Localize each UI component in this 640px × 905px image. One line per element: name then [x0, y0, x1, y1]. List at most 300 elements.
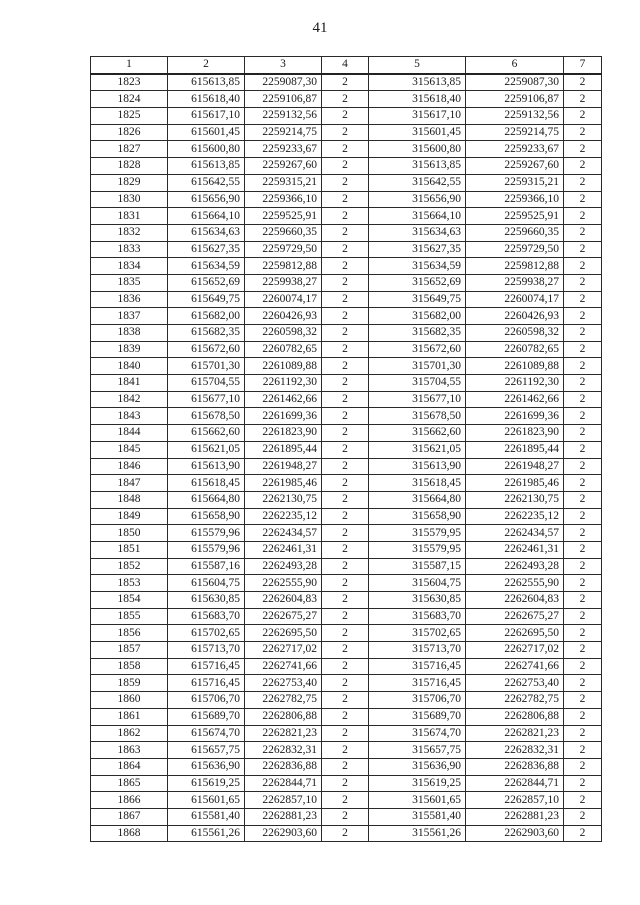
table-row — [91, 108, 602, 125]
table-cell-col-3: 2259938,27 — [245, 274, 322, 291]
table-cell-col-4: 2 — [322, 191, 369, 208]
table-cell-col-5: 315613,90 — [369, 458, 466, 475]
table-cell-col-3: 2261948,27 — [245, 458, 322, 475]
table-cell-col-3: 2262434,57 — [245, 525, 322, 542]
table-cell-col-2: 615716,45 — [168, 675, 245, 692]
table-cell-col-6: 2262461,31 — [466, 541, 564, 558]
table-cell-col-2: 615561,26 — [168, 825, 245, 842]
table-row — [91, 491, 602, 508]
table-cell-col-2: 615642,55 — [168, 174, 245, 191]
table-row — [91, 341, 602, 358]
table-cell-col-2: 615713,70 — [168, 642, 245, 659]
table-cell-col-3: 2262493,28 — [245, 558, 322, 575]
table-cell-col-7: 2 — [564, 525, 602, 542]
table-cell-col-2: 615678,50 — [168, 408, 245, 425]
table-cell-col-2: 615579,96 — [168, 525, 245, 542]
table-cell-col-4: 2 — [322, 475, 369, 492]
table-cell-col-7: 2 — [564, 408, 602, 425]
table-cell-col-4: 2 — [322, 775, 369, 792]
table-cell-col-7: 2 — [564, 558, 602, 575]
table-cell-col-4: 2 — [322, 592, 369, 609]
table-cell-col-6: 2259812,88 — [466, 258, 564, 275]
table-cell-col-6: 2262782,75 — [466, 692, 564, 709]
table-cell-col-3: 2261823,90 — [245, 425, 322, 442]
table-cell-col-3: 2259267,60 — [245, 158, 322, 175]
table-cell-col-7: 2 — [564, 274, 602, 291]
table-cell-col-5: 315618,40 — [369, 91, 466, 108]
table-cell-col-6: 2259233,67 — [466, 141, 564, 158]
table-cell-col-4: 2 — [322, 108, 369, 125]
table-cell-col-3: 2261462,66 — [245, 391, 322, 408]
table-cell-col-5: 315579,95 — [369, 541, 466, 558]
table-cell-col-2: 615630,85 — [168, 592, 245, 609]
table-cell-col-3: 2259366,10 — [245, 191, 322, 208]
table-cell-col-5: 315587,15 — [369, 558, 466, 575]
table-cell-col-4: 2 — [322, 558, 369, 575]
table-cell-col-5: 315664,10 — [369, 208, 466, 225]
table-cell-col-4: 2 — [322, 291, 369, 308]
table-cell-col-4: 2 — [322, 158, 369, 175]
table-cell-col-7: 2 — [564, 742, 602, 759]
table-cell-col-5: 315683,70 — [369, 608, 466, 625]
table-cell-col-5: 315672,60 — [369, 341, 466, 358]
table-row — [91, 808, 602, 825]
table-cell-col-3: 2262903,60 — [245, 825, 322, 842]
table-cell-col-7: 2 — [564, 208, 602, 225]
table-cell-col-5: 315657,75 — [369, 742, 466, 759]
table-cell-col-1: 1823 — [91, 74, 168, 91]
table-cell-col-5: 315630,85 — [369, 592, 466, 609]
table-cell-col-4: 2 — [322, 525, 369, 542]
table-cell-col-4: 2 — [322, 174, 369, 191]
table-cell-col-1: 1867 — [91, 808, 168, 825]
table-cell-col-7: 2 — [564, 375, 602, 392]
table-cell-col-2: 615587,16 — [168, 558, 245, 575]
table-cell-col-5: 315677,10 — [369, 391, 466, 408]
table-cell-col-4: 2 — [322, 825, 369, 842]
column-header-7: 7 — [564, 57, 602, 74]
table-cell-col-7: 2 — [564, 425, 602, 442]
table-cell-col-6: 2262832,31 — [466, 742, 564, 759]
table-cell-col-7: 2 — [564, 441, 602, 458]
table-cell-col-6: 2260782,65 — [466, 341, 564, 358]
table-cell-col-6: 2262675,27 — [466, 608, 564, 625]
table-cell-col-5: 315579,95 — [369, 525, 466, 542]
table-row — [91, 608, 602, 625]
table-cell-col-7: 2 — [564, 758, 602, 775]
table-cell-col-2: 615652,69 — [168, 274, 245, 291]
table-cell-col-1: 1833 — [91, 241, 168, 258]
table-cell-col-4: 2 — [322, 91, 369, 108]
table-cell-col-5: 315600,80 — [369, 141, 466, 158]
table-cell-col-4: 2 — [322, 441, 369, 458]
table-row — [91, 775, 602, 792]
table-cell-col-3: 2262806,88 — [245, 708, 322, 725]
table-row — [91, 708, 602, 725]
table-cell-col-4: 2 — [322, 141, 369, 158]
table-cell-col-2: 615617,10 — [168, 108, 245, 125]
table-cell-col-4: 2 — [322, 642, 369, 659]
table-cell-col-7: 2 — [564, 608, 602, 625]
table-cell-col-4: 2 — [322, 325, 369, 342]
table-cell-col-7: 2 — [564, 124, 602, 141]
table-cell-col-1: 1845 — [91, 441, 168, 458]
table-cell-col-7: 2 — [564, 475, 602, 492]
table-cell-col-7: 2 — [564, 174, 602, 191]
column-header-4: 4 — [322, 57, 369, 74]
table-cell-col-3: 2262844,71 — [245, 775, 322, 792]
table-cell-col-1: 1866 — [91, 792, 168, 809]
table-cell-col-3: 2262555,90 — [245, 575, 322, 592]
table-cell-col-5: 315652,69 — [369, 274, 466, 291]
table-cell-col-6: 2260598,32 — [466, 325, 564, 342]
table-cell-col-7: 2 — [564, 491, 602, 508]
table-cell-col-3: 2261985,46 — [245, 475, 322, 492]
table-cell-col-6: 2262493,28 — [466, 558, 564, 575]
table-cell-col-3: 2259132,56 — [245, 108, 322, 125]
table-cell-col-5: 315678,50 — [369, 408, 466, 425]
table-cell-col-7: 2 — [564, 241, 602, 258]
table-cell-col-3: 2261192,30 — [245, 375, 322, 392]
table-cell-col-1: 1860 — [91, 692, 168, 709]
table-cell-col-2: 615613,85 — [168, 158, 245, 175]
table-cell-col-4: 2 — [322, 358, 369, 375]
table-cell-col-1: 1857 — [91, 642, 168, 659]
table-cell-col-2: 615672,60 — [168, 341, 245, 358]
table-cell-col-1: 1840 — [91, 358, 168, 375]
table-cell-col-6: 2262903,60 — [466, 825, 564, 842]
table-cell-col-2: 615657,75 — [168, 742, 245, 759]
table-cell-col-1: 1861 — [91, 708, 168, 725]
table-cell-col-4: 2 — [322, 458, 369, 475]
table-cell-col-2: 615701,30 — [168, 358, 245, 375]
table-cell-col-2: 615579,96 — [168, 541, 245, 558]
table-cell-col-7: 2 — [564, 775, 602, 792]
table-cell-col-1: 1834 — [91, 258, 168, 275]
table-cell-col-1: 1852 — [91, 558, 168, 575]
table-cell-col-3: 2262675,27 — [245, 608, 322, 625]
table-cell-col-3: 2260598,32 — [245, 325, 322, 342]
table-cell-col-2: 615664,10 — [168, 208, 245, 225]
table-cell-col-3: 2259660,35 — [245, 224, 322, 241]
table-cell-col-3: 2262836,88 — [245, 758, 322, 775]
table-cell-col-2: 615634,63 — [168, 224, 245, 241]
table-row — [91, 725, 602, 742]
table-cell-col-4: 2 — [322, 124, 369, 141]
table-cell-col-6: 2259729,50 — [466, 241, 564, 258]
table-cell-col-7: 2 — [564, 825, 602, 842]
column-header-3: 3 — [245, 57, 322, 74]
table-cell-col-5: 315713,70 — [369, 642, 466, 659]
table-cell-col-1: 1835 — [91, 274, 168, 291]
table-cell-col-4: 2 — [322, 692, 369, 709]
table-cell-col-7: 2 — [564, 625, 602, 642]
table-cell-col-5: 315716,45 — [369, 675, 466, 692]
table-cell-col-5: 315716,45 — [369, 658, 466, 675]
table-cell-col-2: 615600,80 — [168, 141, 245, 158]
table-cell-col-5: 315674,70 — [369, 725, 466, 742]
table-cell-col-5: 315604,75 — [369, 575, 466, 592]
table-cell-col-4: 2 — [322, 708, 369, 725]
table-cell-col-2: 615581,40 — [168, 808, 245, 825]
table-cell-col-5: 315581,40 — [369, 808, 466, 825]
table-cell-col-3: 2262604,83 — [245, 592, 322, 609]
table-cell-col-5: 315618,45 — [369, 475, 466, 492]
table-cell-col-7: 2 — [564, 291, 602, 308]
table-cell-col-7: 2 — [564, 191, 602, 208]
table-row — [91, 541, 602, 558]
table-cell-col-3: 2262832,31 — [245, 742, 322, 759]
table-cell-col-6: 2260426,93 — [466, 308, 564, 325]
table-cell-col-4: 2 — [322, 541, 369, 558]
table-row — [91, 458, 602, 475]
table-cell-col-3: 2260782,65 — [245, 341, 322, 358]
table-row — [91, 141, 602, 158]
table-cell-col-1: 1856 — [91, 625, 168, 642]
table-cell-col-5: 315601,65 — [369, 792, 466, 809]
table-row — [91, 91, 602, 108]
table-cell-col-1: 1838 — [91, 325, 168, 342]
table-cell-col-6: 2259660,35 — [466, 224, 564, 241]
table-cell-col-1: 1830 — [91, 191, 168, 208]
table-cell-col-4: 2 — [322, 425, 369, 442]
table-cell-col-2: 615683,70 — [168, 608, 245, 625]
table-row — [91, 274, 602, 291]
table-cell-col-2: 615604,75 — [168, 575, 245, 592]
table-cell-col-2: 615702,65 — [168, 625, 245, 642]
table-cell-col-2: 615601,65 — [168, 792, 245, 809]
table-cell-col-2: 615682,35 — [168, 325, 245, 342]
table-cell-col-6: 2262753,40 — [466, 675, 564, 692]
table-cell-col-5: 315613,85 — [369, 158, 466, 175]
table-cell-col-6: 2259525,91 — [466, 208, 564, 225]
table-cell-col-6: 2261192,30 — [466, 375, 564, 392]
table-cell-col-4: 2 — [322, 274, 369, 291]
table-cell-col-4: 2 — [322, 758, 369, 775]
table-cell-col-7: 2 — [564, 541, 602, 558]
table-header — [91, 57, 602, 74]
table-row — [91, 191, 602, 208]
table-cell-col-3: 2262695,50 — [245, 625, 322, 642]
table-cell-col-1: 1848 — [91, 491, 168, 508]
table-cell-col-1: 1864 — [91, 758, 168, 775]
table-row — [91, 258, 602, 275]
table-cell-col-2: 615618,40 — [168, 91, 245, 108]
table-cell-col-6: 2262604,83 — [466, 592, 564, 609]
table-cell-col-5: 315619,25 — [369, 775, 466, 792]
table-cell-col-5: 315662,60 — [369, 425, 466, 442]
table-cell-col-5: 315561,26 — [369, 825, 466, 842]
table-cell-col-7: 2 — [564, 692, 602, 709]
table-row — [91, 158, 602, 175]
table-cell-col-7: 2 — [564, 91, 602, 108]
table-cell-col-1: 1826 — [91, 124, 168, 141]
table-cell-col-6: 2259267,60 — [466, 158, 564, 175]
table-cell-col-5: 315702,65 — [369, 625, 466, 642]
table-cell-col-1: 1862 — [91, 725, 168, 742]
table-cell-col-1: 1839 — [91, 341, 168, 358]
table-cell-col-2: 615658,90 — [168, 508, 245, 525]
table-cell-col-2: 615634,59 — [168, 258, 245, 275]
table-cell-col-4: 2 — [322, 808, 369, 825]
table-cell-col-5: 315689,70 — [369, 708, 466, 725]
table-cell-col-1: 1827 — [91, 141, 168, 158]
table-cell-col-4: 2 — [322, 575, 369, 592]
table-cell-col-3: 2262717,02 — [245, 642, 322, 659]
table-row — [91, 625, 602, 642]
table-cell-col-7: 2 — [564, 308, 602, 325]
table-cell-col-3: 2262881,23 — [245, 808, 322, 825]
table-cell-col-2: 615649,75 — [168, 291, 245, 308]
table-cell-col-1: 1831 — [91, 208, 168, 225]
table-row — [91, 425, 602, 442]
table-cell-col-3: 2261699,36 — [245, 408, 322, 425]
table-cell-col-6: 2262881,23 — [466, 808, 564, 825]
table-cell-col-3: 2260074,17 — [245, 291, 322, 308]
table-cell-col-2: 615619,25 — [168, 775, 245, 792]
table-cell-col-2: 615674,70 — [168, 725, 245, 742]
column-header-6: 6 — [466, 57, 564, 74]
table-cell-col-2: 615664,80 — [168, 491, 245, 508]
table-cell-col-3: 2259233,67 — [245, 141, 322, 158]
table-cell-col-2: 615682,00 — [168, 308, 245, 325]
table-cell-col-5: 315601,45 — [369, 124, 466, 141]
table-cell-col-6: 2261089,88 — [466, 358, 564, 375]
table-cell-col-1: 1837 — [91, 308, 168, 325]
page-number: 41 — [312, 20, 328, 36]
table-cell-col-2: 615601,45 — [168, 124, 245, 141]
table-cell-col-4: 2 — [322, 74, 369, 91]
table-cell-col-5: 315634,63 — [369, 224, 466, 241]
table-cell-col-4: 2 — [322, 308, 369, 325]
table-cell-col-6: 2262717,02 — [466, 642, 564, 659]
table-cell-col-7: 2 — [564, 658, 602, 675]
table-cell-col-3: 2259087,30 — [245, 74, 322, 91]
table-cell-col-3: 2259812,88 — [245, 258, 322, 275]
table-cell-col-1: 1850 — [91, 525, 168, 542]
table-cell-col-7: 2 — [564, 458, 602, 475]
table-cell-col-3: 2261895,44 — [245, 441, 322, 458]
table-cell-col-1: 1868 — [91, 825, 168, 842]
table-cell-col-2: 615636,90 — [168, 758, 245, 775]
table-cell-col-7: 2 — [564, 575, 602, 592]
table-cell-col-4: 2 — [322, 241, 369, 258]
table-cell-col-4: 2 — [322, 625, 369, 642]
table-row — [91, 525, 602, 542]
table-cell-col-7: 2 — [564, 808, 602, 825]
table-row — [91, 742, 602, 759]
table-cell-col-5: 315664,80 — [369, 491, 466, 508]
table-row — [91, 658, 602, 675]
table-cell-col-7: 2 — [564, 74, 602, 91]
table-cell-col-7: 2 — [564, 224, 602, 241]
table-row — [91, 558, 602, 575]
table-cell-col-5: 315634,59 — [369, 258, 466, 275]
table-row — [91, 675, 602, 692]
table-cell-col-1: 1829 — [91, 174, 168, 191]
table-row — [91, 391, 602, 408]
table-cell-col-3: 2259315,21 — [245, 174, 322, 191]
table-cell-col-6: 2261948,27 — [466, 458, 564, 475]
table-row — [91, 308, 602, 325]
table-cell-col-3: 2261089,88 — [245, 358, 322, 375]
table-cell-col-1: 1828 — [91, 158, 168, 175]
table-cell-col-6: 2260074,17 — [466, 291, 564, 308]
table-cell-col-7: 2 — [564, 325, 602, 342]
table-body — [91, 74, 602, 842]
column-header-2: 2 — [168, 57, 245, 74]
table-cell-col-4: 2 — [322, 375, 369, 392]
table-cell-col-4: 2 — [322, 408, 369, 425]
table-cell-col-1: 1851 — [91, 541, 168, 558]
table-cell-col-3: 2262741,66 — [245, 658, 322, 675]
coordinates-table — [90, 56, 602, 842]
table-cell-col-6: 2262130,75 — [466, 491, 564, 508]
table-cell-col-5: 315656,90 — [369, 191, 466, 208]
table-row — [91, 208, 602, 225]
table-cell-col-2: 615627,35 — [168, 241, 245, 258]
table-cell-col-2: 615656,90 — [168, 191, 245, 208]
header-row — [91, 57, 602, 74]
table-row — [91, 475, 602, 492]
table-row — [91, 692, 602, 709]
table-cell-col-4: 2 — [322, 675, 369, 692]
table-row — [91, 408, 602, 425]
table-row — [91, 575, 602, 592]
table-row — [91, 358, 602, 375]
table-cell-col-2: 615677,10 — [168, 391, 245, 408]
table-cell-col-2: 615613,85 — [168, 74, 245, 91]
table-cell-col-2: 615662,60 — [168, 425, 245, 442]
table-cell-col-4: 2 — [322, 341, 369, 358]
table-cell-col-7: 2 — [564, 792, 602, 809]
table-cell-col-2: 615704,55 — [168, 375, 245, 392]
table-cell-col-4: 2 — [322, 608, 369, 625]
table-cell-col-4: 2 — [322, 224, 369, 241]
table-cell-col-6: 2261823,90 — [466, 425, 564, 442]
table-cell-col-6: 2262857,10 — [466, 792, 564, 809]
table-row — [91, 224, 602, 241]
table-cell-col-4: 2 — [322, 658, 369, 675]
table-cell-col-7: 2 — [564, 642, 602, 659]
table-row — [91, 792, 602, 809]
table-cell-col-6: 2262555,90 — [466, 575, 564, 592]
table-cell-col-6: 2261895,44 — [466, 441, 564, 458]
table-cell-col-4: 2 — [322, 391, 369, 408]
table-row — [91, 241, 602, 258]
table-cell-col-3: 2262753,40 — [245, 675, 322, 692]
table-cell-col-7: 2 — [564, 141, 602, 158]
table-cell-col-5: 315636,90 — [369, 758, 466, 775]
table-cell-col-3: 2262461,31 — [245, 541, 322, 558]
table-cell-col-1: 1855 — [91, 608, 168, 625]
table-cell-col-6: 2259315,21 — [466, 174, 564, 191]
table-cell-col-1: 1836 — [91, 291, 168, 308]
table-cell-col-5: 315682,00 — [369, 308, 466, 325]
table-cell-col-6: 2262806,88 — [466, 708, 564, 725]
table-cell-col-7: 2 — [564, 108, 602, 125]
table-cell-col-4: 2 — [322, 742, 369, 759]
table-row — [91, 441, 602, 458]
table-cell-col-7: 2 — [564, 725, 602, 742]
table-cell-col-6: 2259366,10 — [466, 191, 564, 208]
table-cell-col-2: 615618,45 — [168, 475, 245, 492]
table-cell-col-5: 315642,55 — [369, 174, 466, 191]
table-row — [91, 508, 602, 525]
table-cell-col-7: 2 — [564, 258, 602, 275]
table-cell-col-1: 1849 — [91, 508, 168, 525]
table-cell-col-7: 2 — [564, 592, 602, 609]
